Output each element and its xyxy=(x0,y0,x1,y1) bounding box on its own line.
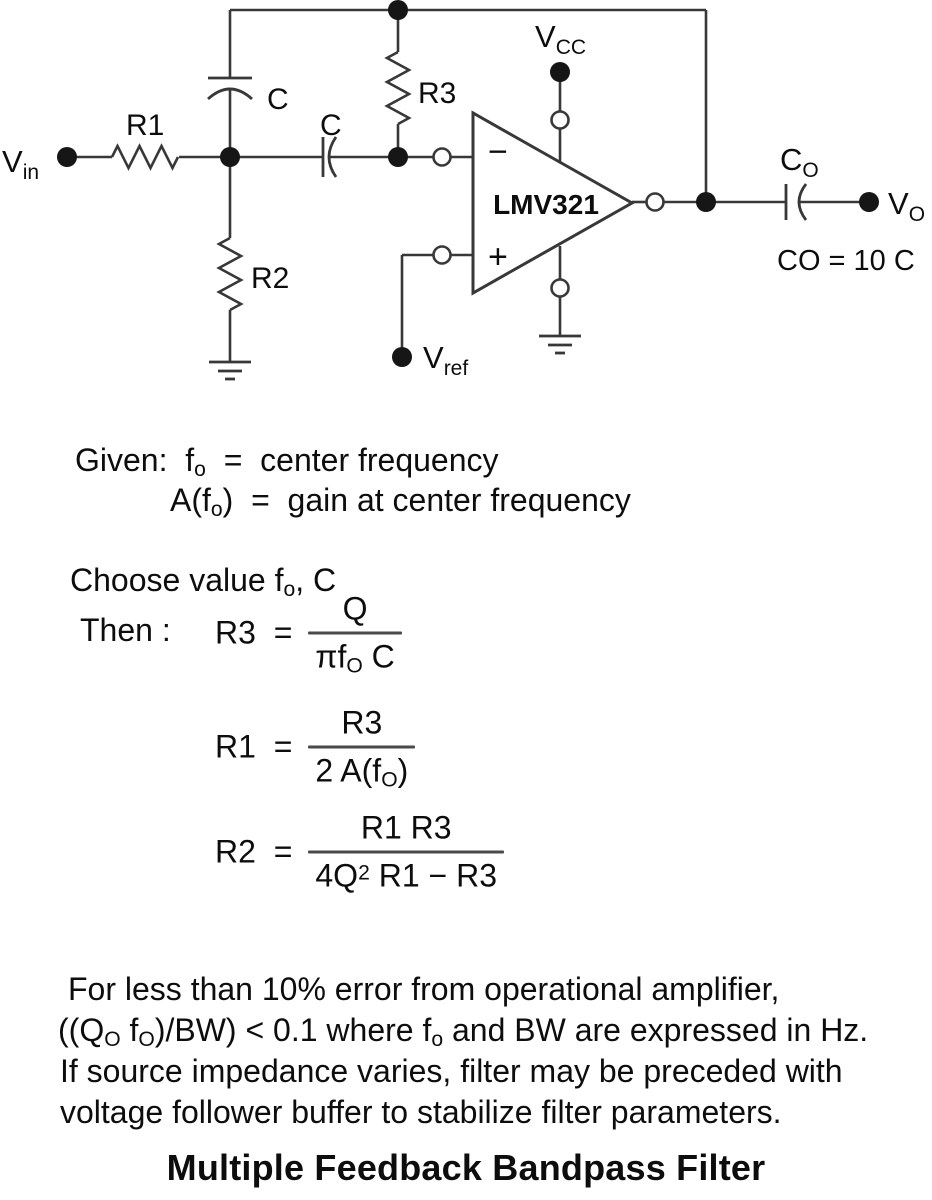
equation-r3 xyxy=(215,591,402,676)
junction-dots xyxy=(57,0,879,367)
equation-r1-denominator: 2 A(fO) xyxy=(315,752,409,792)
output-junction xyxy=(696,192,716,212)
equation-r1 xyxy=(215,705,415,790)
noninverting-pin xyxy=(434,247,451,264)
equation-r2-fraction xyxy=(308,810,504,895)
vo-label: $V_O$ xyxy=(888,186,926,226)
equation-r1-numerator: R3 xyxy=(341,704,383,741)
fraction-bar xyxy=(308,746,415,749)
r1-label: R1 xyxy=(126,109,165,142)
equation-r1-lhs: R1 = xyxy=(215,728,293,765)
fraction-bar xyxy=(308,632,401,635)
vin-label: $V_{in}$ xyxy=(2,144,40,184)
wires xyxy=(67,10,869,362)
equation-r2-lhs: R2 = xyxy=(215,833,293,870)
vcc-pin xyxy=(552,112,569,129)
co-value-note: CO = 10 C xyxy=(777,245,915,277)
equation-r3-lhs: R3 = xyxy=(215,614,293,651)
ground-opamp xyxy=(539,336,581,353)
equation-r1-fraction xyxy=(308,705,415,790)
note-line-1: For less than 10% error from operational amplifier, xyxy=(68,971,780,1007)
vin-terminal xyxy=(57,147,77,167)
resistor-r1 xyxy=(112,146,178,168)
choose-value-line: Choose value fo, C xyxy=(70,562,337,602)
r3-label: R3 xyxy=(418,77,457,110)
inverting-input-sign: − xyxy=(488,133,508,171)
node-r3-c xyxy=(388,147,408,167)
vcc-label: $V_{CC}$ xyxy=(535,19,587,59)
equation-r3-fraction xyxy=(308,591,401,676)
equation-r3-numerator: Q xyxy=(342,590,368,627)
r2-label: R2 xyxy=(251,262,290,295)
co-label: $C_O$ xyxy=(780,142,819,182)
vref-label: $V_{ref}$ xyxy=(423,340,469,380)
equation-r2-numerator: R1 R3 xyxy=(360,809,452,846)
then-label: Then : xyxy=(80,612,171,648)
node-rail-r3 xyxy=(388,0,408,20)
resistor-r3 xyxy=(387,52,409,124)
node-r1-c xyxy=(220,147,240,167)
note-line-4: voltage follower buffer to stabilize filter parameters. xyxy=(60,1094,782,1130)
output-pin xyxy=(647,194,664,211)
inverting-pin xyxy=(434,149,451,166)
fraction-bar xyxy=(308,851,504,854)
equation-r3-denominator: πfO C xyxy=(315,638,395,678)
vcc-terminal xyxy=(550,62,570,82)
noninverting-input-sign: + xyxy=(488,238,508,276)
gnd-pin xyxy=(552,280,569,297)
vref-terminal xyxy=(392,347,412,367)
note-line-3: If source impedance varies, filter may be preceded with xyxy=(60,1053,843,1089)
given-line-1: Given: fo = center frequency xyxy=(75,442,499,482)
vo-terminal xyxy=(859,192,879,212)
opamp-part-number: LMV321 xyxy=(493,189,599,220)
equation-r2-denominator: $4Q^2$ R1 − R3 xyxy=(315,857,497,894)
note-line-2: ((QO fO)/BW) < 0.1 where fo and BW are expressed in Hz. xyxy=(58,1012,869,1052)
given-line-2: A(fo) = gain at center frequency xyxy=(170,482,631,522)
c-series-label: C xyxy=(320,109,342,142)
circuit-diagram xyxy=(0,0,932,412)
equation-r2 xyxy=(215,810,504,895)
c-feedback-label: C xyxy=(267,83,289,116)
resistor-r2 xyxy=(219,238,241,310)
ground-r2 xyxy=(209,362,251,379)
figure-title: Multiple Feedback Bandpass Filter xyxy=(166,1147,766,1188)
